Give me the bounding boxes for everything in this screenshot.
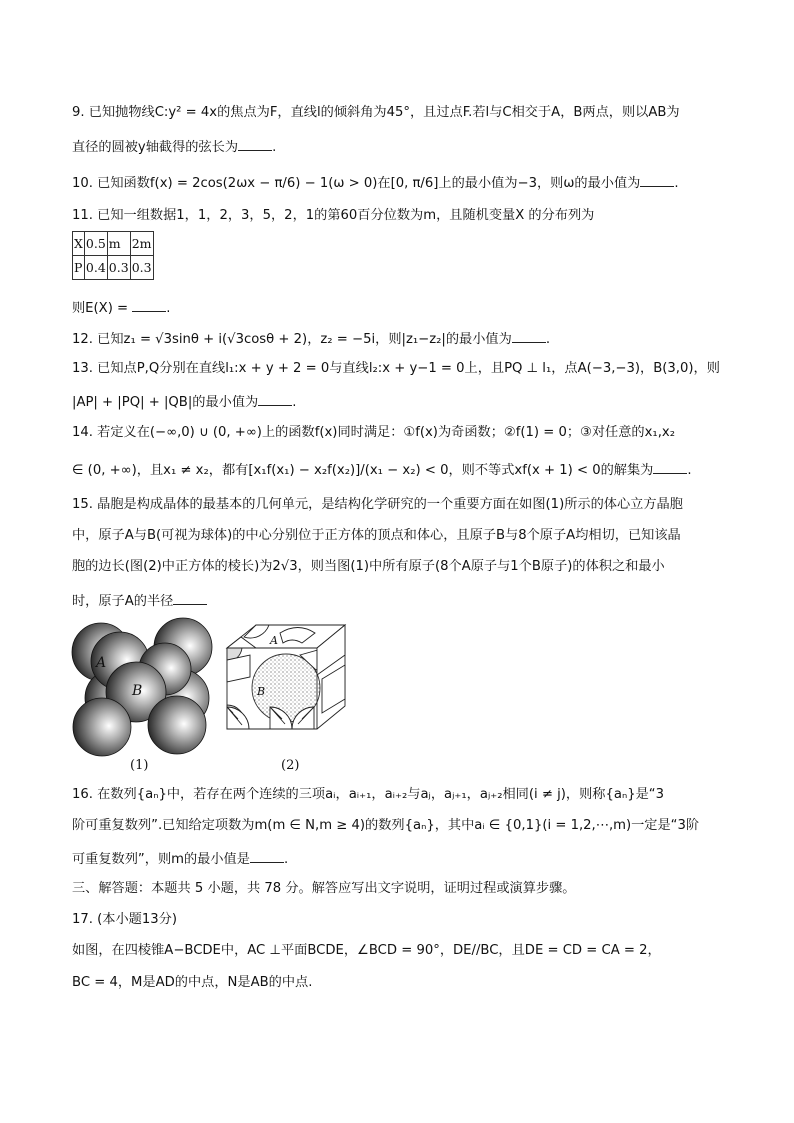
q12-line — [72, 328, 550, 349]
answer-blank — [640, 172, 674, 187]
label-b: B — [132, 683, 143, 699]
section-heading: 三、解答题：本题共 5 小题，共 78 分。解答应写出文字说明，证明过程或演算步骤。 — [72, 881, 576, 896]
answer-blank — [653, 459, 687, 474]
period: . — [283, 852, 289, 867]
q16-line2: 阶可重复数列”.已知给定项数为m(m ∈ N,m ≥ 4)的数列{aₙ}，其中aᵢ ∈ {0,1}(i = 1,2,⋯,m)一定是“3阶 — [72, 818, 700, 833]
q12-text: 12. 已知z₁ = √3sinθ + i(√3cosθ + 2)，z₂ = −5i，则|z₁−z₂|的最小值为 — [72, 332, 512, 347]
corner-a-top — [280, 628, 315, 644]
period: . — [292, 395, 297, 410]
answer-blank — [173, 590, 207, 605]
q14-text: ∈ (0, +∞)，且x₁ ≠ x₂，都有[x₁f(x₁) − x₂f(x₂)]/(x₁ − x₂) < 0，则不等式xf(x + 1) < 0的解集为 — [72, 463, 654, 478]
period: . — [272, 140, 277, 155]
corner-piece — [227, 655, 250, 682]
caption-1: (1) — [130, 758, 149, 773]
answer-blank — [238, 136, 272, 151]
q17-heading: 17. (本小题13分) — [72, 912, 177, 927]
table-row — [73, 232, 154, 256]
figure-2-cube — [227, 625, 345, 773]
answer-blank — [512, 328, 546, 343]
answer-blank — [250, 848, 284, 863]
label-a-fig2: A — [270, 634, 278, 647]
q15-line2: 中，原子A与B(可视为球体)的中心分别位于正方体的顶点和体心，且原子B与8个原子A均相切，已知该晶 — [72, 528, 681, 543]
q11-text: 则E(X) = — [72, 301, 133, 316]
q17-line1: 如图，在四棱锥A−BCDE中，AC ⊥平面BCDE，∠BCD = 90°，DE//BC，且DE = CD = CA = 2， — [72, 943, 661, 958]
answer-blank — [132, 297, 166, 312]
label-a: A — [96, 655, 107, 671]
q10-line — [72, 172, 679, 193]
table-cell: 0.3 — [107, 256, 130, 280]
q13-text: |AP| + |PQ| + |QB|的最小值为 — [72, 395, 259, 410]
label-b-fig2: B — [257, 685, 266, 698]
period: . — [674, 176, 679, 191]
table-row — [73, 256, 154, 280]
crystal-figures — [70, 615, 400, 775]
period: . — [687, 463, 692, 478]
q14-line2 — [72, 459, 692, 480]
distribution-table — [72, 231, 154, 280]
q9-line1: 9. 已知抛物线C:y² = 4x的焦点为F，直线l的倾斜角为45°，且过点F.若l与C相交于A，B两点，则以AB为 — [72, 105, 680, 120]
table-cell: 0.5 — [84, 232, 107, 256]
table-cell: P — [73, 256, 85, 280]
table-cell: 0.3 — [130, 256, 153, 280]
period: . — [545, 332, 551, 347]
q10-text: 10. 已知函数f(x) = 2cos(2ωx − π/6) − 1(ω > 0)在[0, π/6]上的最小值为−3，则ω的最小值为 — [72, 176, 641, 191]
q15-line4 — [72, 590, 207, 611]
q9-line2 — [72, 136, 276, 157]
table-cell: 0.4 — [84, 256, 107, 280]
q16-line3 — [72, 848, 288, 869]
sphere-a-bottom-left — [73, 698, 131, 756]
corner-piece — [322, 665, 345, 713]
q16-text: 可重复数列”，则m的最小值是 — [72, 852, 250, 867]
q13-line2 — [72, 391, 296, 412]
figure-1-spheres — [72, 618, 212, 773]
q17-line2: BC = 4，M是AD的中点，N是AB的中点. — [72, 975, 313, 990]
q11-line1: 11. 已知一组数据1，1，2，3，5，2，1的第60百分位数为m，且随机变量X 的分布列为 — [72, 208, 595, 223]
q15-line1: 15. 晶胞是构成晶体的最基本的几何单元，是结构化学研究的一个重要方面在如图(1)所示的体心立方晶胞 — [72, 497, 683, 512]
table-cell: 2m — [130, 232, 153, 256]
q15-text: 时，原子A的半径 — [72, 594, 174, 609]
sphere-a-bottom-right — [148, 696, 206, 754]
q11-line2 — [72, 297, 170, 318]
caption-2: (2) — [281, 758, 300, 773]
crystal-figures-svg — [70, 615, 400, 775]
period: . — [166, 301, 171, 316]
table-cell: X — [73, 232, 85, 256]
q13-line1: 13. 已知点P,Q分别在直线l₁:x + y + 2 = 0与直线l₂:x + y−1 = 0上，且PQ ⊥ l₁，点A(−3,−3)，B(3,0)，则 — [72, 361, 720, 376]
q9-text: 直径的圆被y轴截得的弦长为 — [72, 140, 239, 155]
answer-blank — [258, 391, 292, 406]
q15-line3: 胞的边长(图(2)中正方体的棱长)为2√3，则当图(1)中所有原子(8个A原子与1个B原子)的体积之和最小 — [72, 559, 665, 574]
q14-line1: 14. 若定义在(−∞,0) ∪ (0, +∞)上的函数f(x)同时满足：①f(x)为奇函数；②f(1) = 0；③对任意的x₁,x₂ — [72, 425, 675, 440]
table-cell: m — [107, 232, 130, 256]
corner-piece — [227, 637, 256, 648]
q16-line1: 16. 在数列{aₙ}中，若存在两个连续的三项aᵢ，aᵢ₊₁，aᵢ₊₂与aⱼ，aⱼ₊₁，aⱼ₊₂相同(i ≠ j)，则称{aₙ}是“3 — [72, 787, 665, 802]
